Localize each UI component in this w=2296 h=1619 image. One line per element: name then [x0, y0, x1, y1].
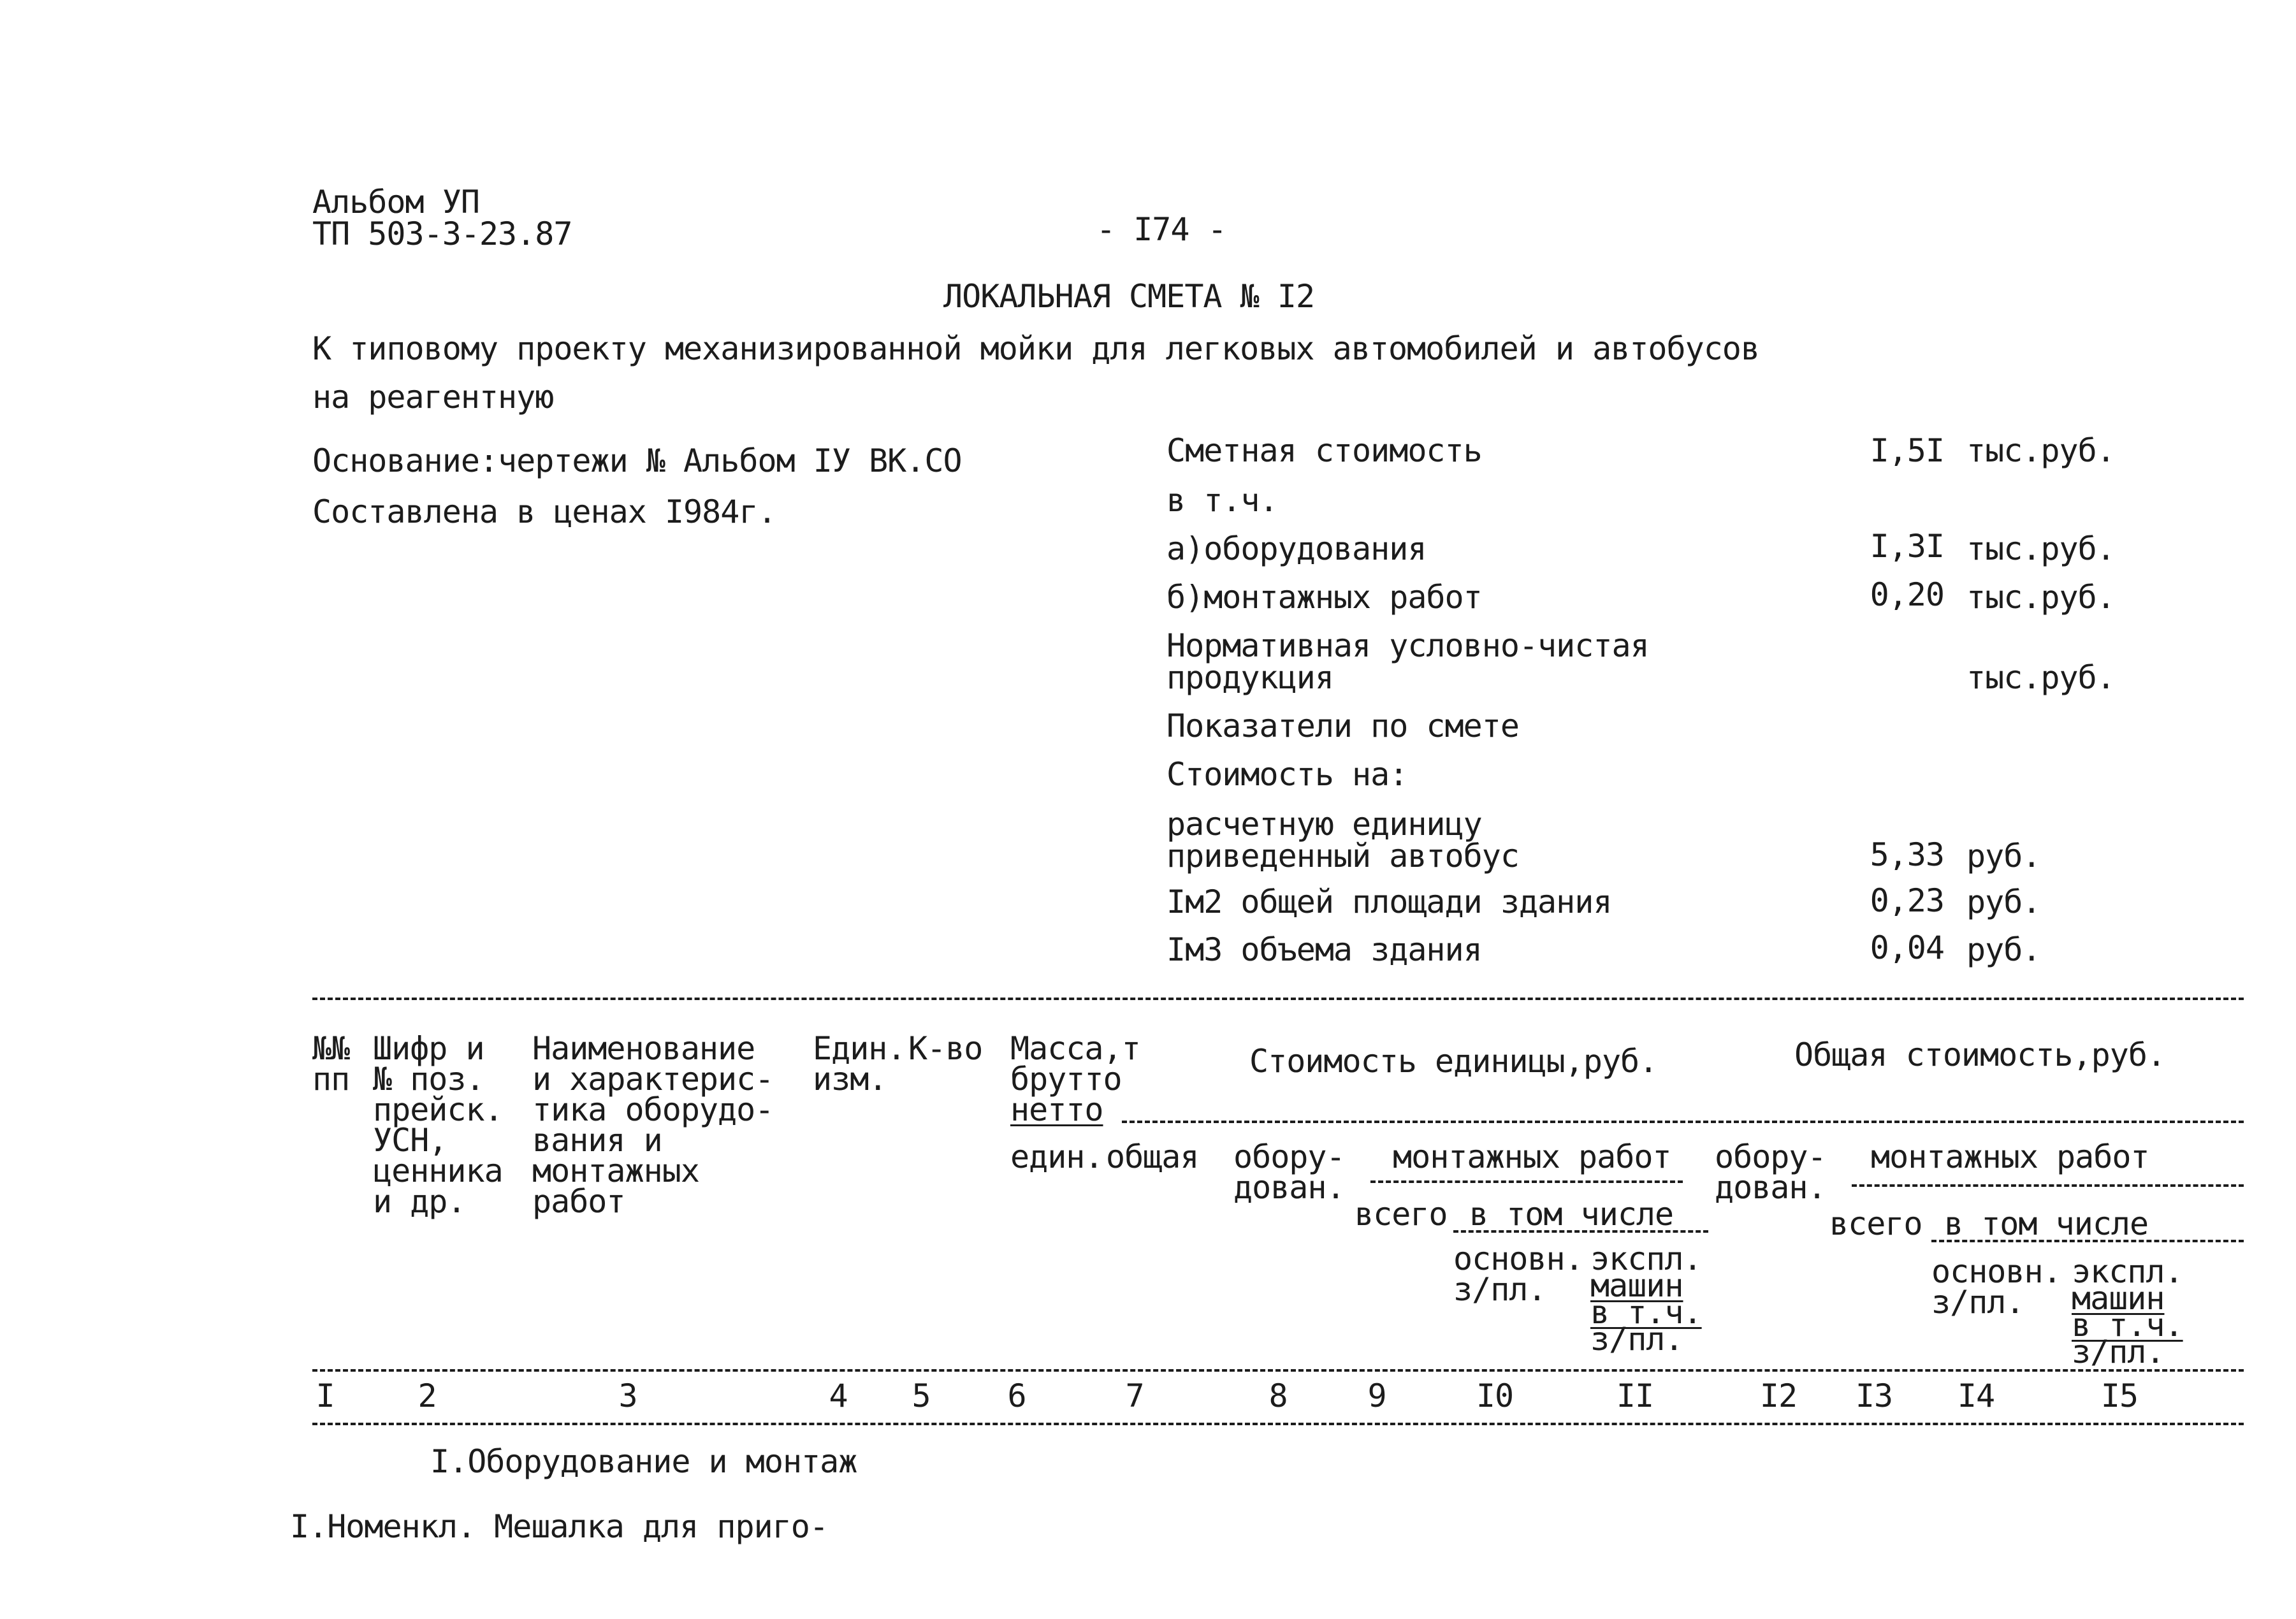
project-code: ТП 503-3-23.87 — [312, 215, 572, 252]
header-col6: един. — [1010, 1138, 1103, 1175]
header-including-unit: в том числе — [1469, 1196, 1674, 1233]
subtitle-line-2: на реагентную — [312, 379, 554, 416]
calc-unit-label-1: расчетную единицу — [1166, 806, 1482, 843]
volume-label: Iм3 объема здания — [1166, 931, 1482, 968]
basis-text: Основание:чертежи № Альбом IУ ВК.СО — [312, 442, 962, 479]
colnum-4: 4 — [829, 1377, 848, 1414]
header-col14-line1: основн. — [1931, 1253, 2061, 1290]
header-col11-line1: экспл. — [1590, 1240, 1702, 1277]
prices-year-text: Составлена в ценах I984г. — [312, 493, 776, 530]
header-col2-line5: ценника — [373, 1152, 503, 1189]
installation-value: 0,20 — [1870, 576, 1944, 613]
header-col2-line3: прейск. — [373, 1091, 503, 1128]
header-unit-cost: Стоимость единицы,руб. — [1249, 1043, 1658, 1080]
normative-unit: тыс.руб. — [1966, 659, 2115, 696]
header-col7: общая — [1106, 1138, 1199, 1175]
estimated-cost-unit: тыс.руб. — [1966, 432, 2115, 469]
header-col14-line2: з/пл. — [1931, 1284, 2024, 1321]
header-col12-line1: обору- — [1715, 1138, 1826, 1175]
header-col2-line6: и др. — [373, 1183, 466, 1220]
header-install-works-total: монтажных работ — [1871, 1138, 2149, 1175]
header-col2-line4: УСН, — [373, 1122, 447, 1159]
numbers-top-rule — [312, 1369, 2244, 1372]
header-col4-line1: Един. — [813, 1030, 906, 1067]
colnum-10: I0 — [1476, 1377, 1514, 1414]
header-col12-line2: дован. — [1715, 1169, 1826, 1206]
header-col10-line1: основн. — [1453, 1240, 1583, 1277]
incl-label: в т.ч. — [1166, 482, 1278, 519]
colnum-1: I — [316, 1377, 335, 1414]
header-col1-line1: №№ — [312, 1030, 350, 1067]
colnum-11: II — [1616, 1377, 1654, 1414]
header-col2-line1: Шифр и — [373, 1030, 484, 1067]
header-install-rule-total — [1852, 1184, 2244, 1187]
volume-value: 0,04 — [1870, 929, 1944, 966]
installation-unit: тыс.руб. — [1966, 579, 2115, 616]
calc-unit-label-2: приведенный автобус — [1166, 838, 1519, 875]
header-col3-line1: Наименование — [532, 1030, 755, 1067]
subtitle-line-1: К типовому проекту механизированной мойки для легковых автомобилей и автобусов — [312, 330, 1759, 367]
estimated-cost-label: Сметная стоимость — [1166, 432, 1482, 469]
header-col15-line4: з/пл. — [2072, 1333, 2165, 1370]
indicators-label: Показатели по смете — [1166, 708, 1519, 744]
colnum-15: I5 — [2100, 1377, 2139, 1414]
header-col4-line2: изм. — [813, 1061, 887, 1098]
normative-label-2: продукция — [1166, 659, 1333, 696]
header-col15-line2: машин — [2072, 1280, 2165, 1317]
header-col1-line2: пп — [312, 1061, 350, 1098]
document-title: ЛОКАЛЬНАЯ СМЕТА № I2 — [943, 278, 1315, 315]
header-install-rule-unit — [1370, 1180, 1683, 1183]
equipment-value: I,3I — [1870, 528, 1944, 565]
calc-unit-unit: руб. — [1966, 838, 2041, 875]
section-title: I.Оборудование и монтаж — [430, 1443, 857, 1480]
header-col8-line2: дован. — [1233, 1169, 1345, 1206]
area-value: 0,23 — [1870, 882, 1944, 919]
header-col11-line4: з/пл. — [1590, 1321, 1683, 1358]
page-number: - I74 - — [1096, 211, 1226, 248]
header-total-cost: Общая стоимость,руб. — [1794, 1036, 2166, 1073]
equipment-unit: тыс.руб. — [1966, 530, 2115, 567]
header-install-works-unit: монтажных работ — [1393, 1138, 1671, 1175]
estimated-cost-value: I,5I — [1870, 432, 1944, 469]
header-including-total: в том числе — [1944, 1205, 2149, 1242]
installation-label: б)монтажных работ — [1166, 579, 1482, 616]
header-mid-rule — [1122, 1121, 2244, 1123]
header-col2-line2: № поз. — [373, 1061, 484, 1098]
header-col3-line2: и характерис- — [532, 1061, 774, 1098]
header-col3-line6: работ — [532, 1183, 625, 1220]
colnum-9: 9 — [1367, 1377, 1386, 1414]
header-mass-line3: нетто — [1010, 1091, 1103, 1128]
colnum-3: 3 — [618, 1377, 637, 1414]
header-including-rule-unit — [1453, 1230, 1708, 1233]
colnum-13: I3 — [1855, 1377, 1893, 1414]
header-col11-line3: в т.ч. — [1590, 1294, 1702, 1331]
album-label: Альбом УП — [312, 184, 479, 221]
header-col3-line3: тика оборудо- — [532, 1091, 774, 1128]
colnum-12: I2 — [1759, 1377, 1798, 1414]
colnum-6: 6 — [1007, 1377, 1026, 1414]
table-top-rule — [312, 998, 2244, 1000]
area-unit: руб. — [1966, 883, 2041, 920]
first-row-text: I.Номенкл. Мешалка для приго- — [290, 1508, 828, 1545]
colnum-5: 5 — [912, 1377, 931, 1414]
cost-per-label: Стоимость на: — [1166, 756, 1408, 793]
volume-unit: руб. — [1966, 931, 2041, 968]
calc-unit-value: 5,33 — [1870, 836, 1944, 873]
colnum-14: I4 — [1957, 1377, 1995, 1414]
numbers-bottom-rule — [312, 1423, 2244, 1425]
header-mass-line2: брутто — [1010, 1061, 1122, 1098]
header-col15-line1: экспл. — [2072, 1253, 2183, 1290]
normative-label-1: Нормативная условно-чистая — [1166, 627, 1649, 664]
header-mass-line1: Масса,т — [1010, 1030, 1140, 1067]
header-including-rule-total — [1931, 1240, 2244, 1242]
header-col3-line4: вания и — [532, 1122, 662, 1159]
header-col11-line2: машин — [1590, 1267, 1683, 1304]
colnum-7: 7 — [1125, 1377, 1144, 1414]
header-col10-line2: з/пл. — [1453, 1271, 1546, 1308]
header-col3-line5: монтажных — [532, 1152, 699, 1189]
colnum-8: 8 — [1268, 1377, 1288, 1414]
colnum-2: 2 — [418, 1377, 437, 1414]
header-col13: всего — [1829, 1205, 1922, 1242]
header-col8-line1: обору- — [1233, 1138, 1345, 1175]
header-col5: К-во — [908, 1030, 983, 1067]
area-label: Iм2 общей площади здания — [1166, 883, 1612, 920]
header-col9: всего — [1355, 1196, 1448, 1233]
equipment-label: а)оборудования — [1166, 530, 1427, 567]
header-col15-line3: в т.ч. — [2072, 1307, 2183, 1344]
